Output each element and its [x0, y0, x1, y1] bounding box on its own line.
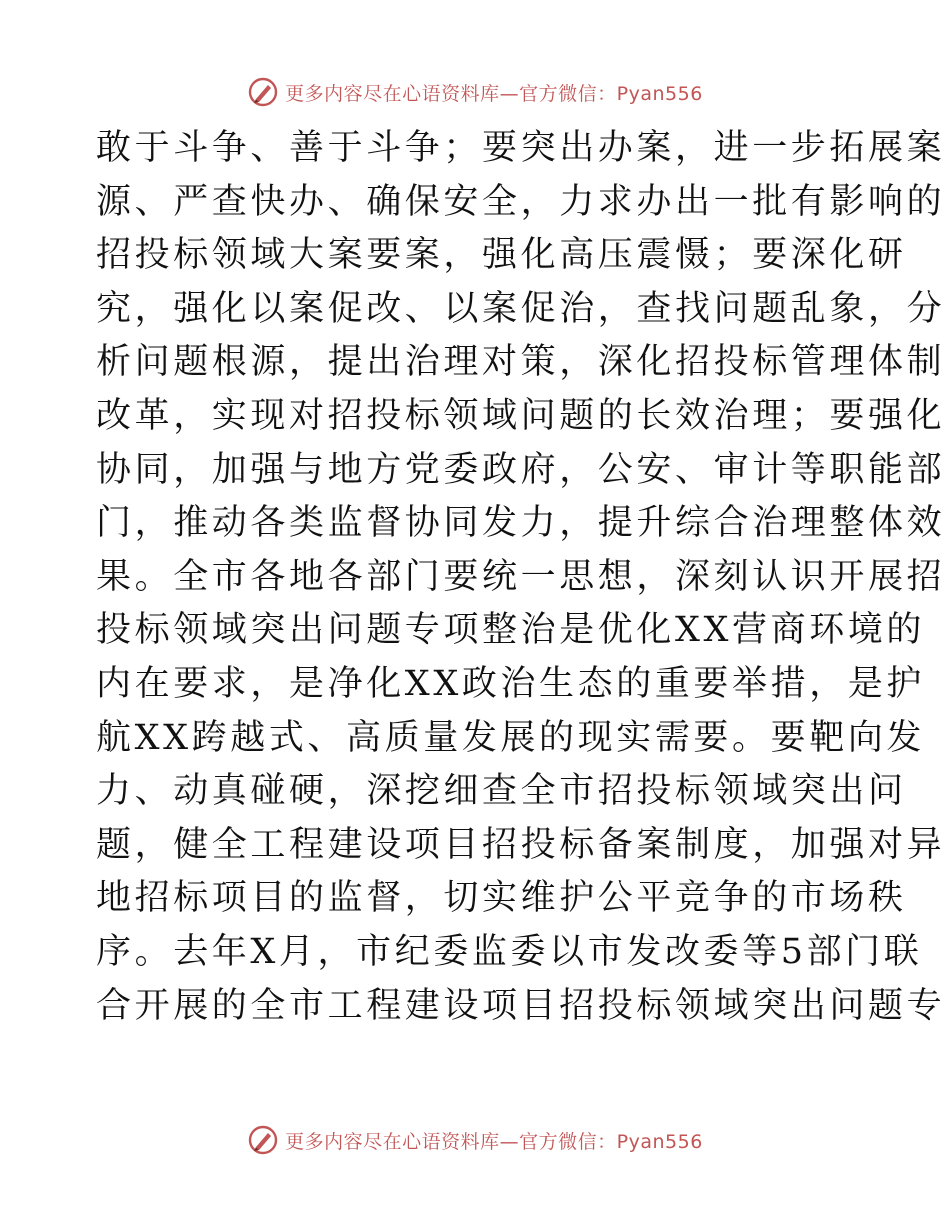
- pen-logo-icon: [247, 1124, 279, 1156]
- watermark-text: 更多内容尽在心语资料库—官方微信：Pyan556: [285, 82, 703, 105]
- text-line: 改革，实现对招投标领域问题的长效治理；要强化: [96, 395, 946, 436]
- text-line: 协同，加强与地方党委政府，公安、审计等职能部: [96, 449, 946, 490]
- pen-logo-icon: [247, 76, 279, 108]
- text-line: 内在要求，是净化XX政治生态的重要举措，是护: [96, 663, 926, 704]
- text-line: 合开展的全市工程建设项目招投标领域突出问题专: [96, 985, 946, 1026]
- text-line: 题，健全工程建设项目招投标备案制度，加强对异: [96, 824, 946, 865]
- text-line: 门，推动各类监督协同发力，提升综合治理整体效: [96, 503, 946, 544]
- text-line: 投标领域突出问题专项整治是优化XX营商环境的: [96, 610, 926, 651]
- text-line: 力、动真碰硬，深挖细查全市招投标领域突出问: [96, 771, 907, 812]
- header-watermark: [0, 72, 950, 112]
- document-body: [96, 122, 946, 1033]
- text-line: 招投标领域大案要案，强化高压震慑；要深化研: [96, 235, 907, 276]
- text-line: 地招标项目的监督，切实维护公平竞争的市场秩: [96, 878, 907, 919]
- text-line: 序。去年X月，市纪委监委以市发改委等5部门联: [96, 931, 923, 972]
- text-line: 析问题根源，提出治理对策，深化招投标管理体制: [96, 342, 946, 383]
- text-line: 航XX跨越式、高质量发展的现实需要。要靶向发: [96, 717, 926, 758]
- text-line: 果。全市各地各部门要统一思想，深刻认识开展招: [96, 556, 946, 597]
- footer-watermark: [0, 1120, 950, 1160]
- text-line: 敢于斗争、善于斗争；要突出办案，进一步拓展案: [96, 128, 946, 168]
- text-line: 源、严查快办、确保安全，力求办出一批有影响的: [96, 181, 946, 222]
- watermark-text: 更多内容尽在心语资料库—官方微信：Pyan556: [285, 1130, 703, 1153]
- text-line: 究，强化以案促改、以案促治，查找问题乱象，分: [96, 288, 946, 329]
